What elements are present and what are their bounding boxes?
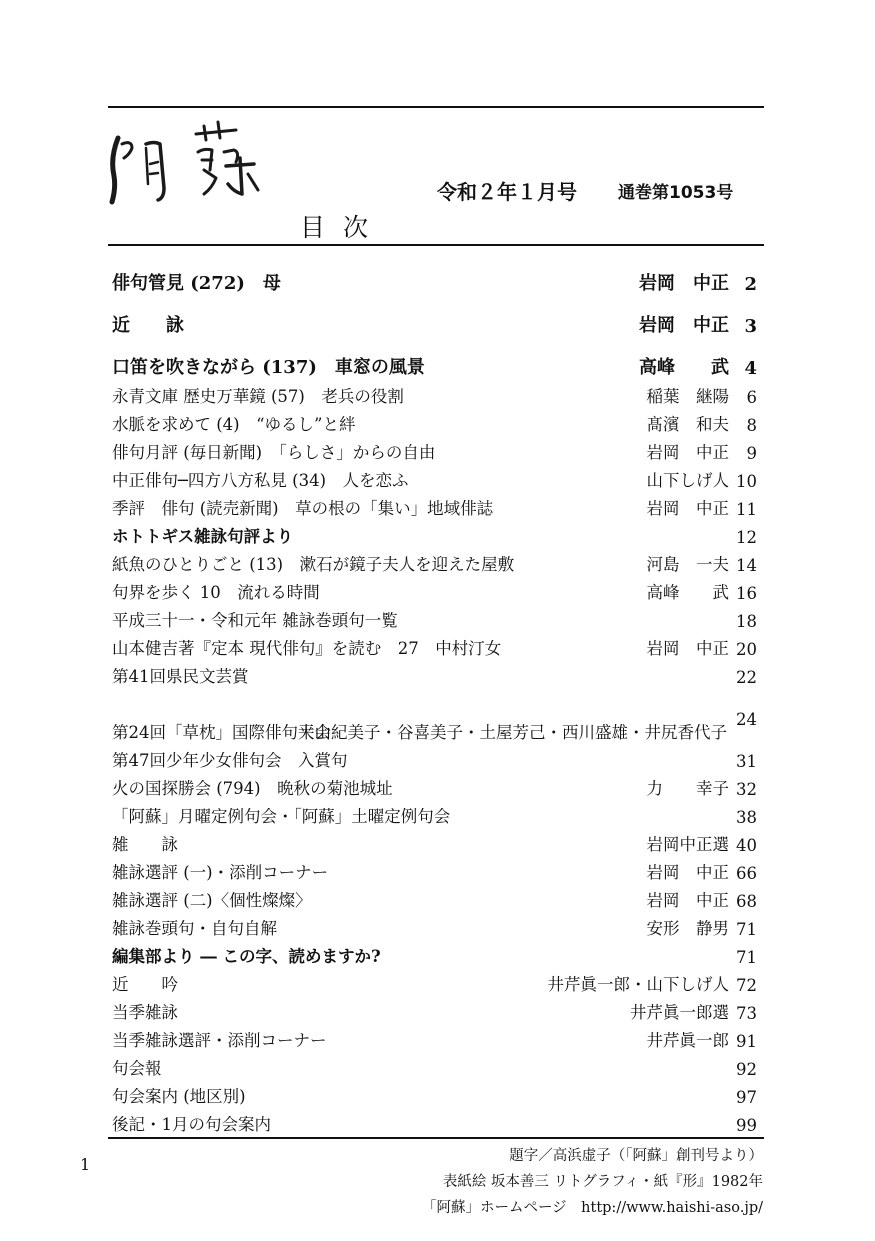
toc-entry-title: 山本健吉著『定本 現代俳句』を読む 27 中村汀女 <box>112 639 502 658</box>
toc-heading: 目次 <box>300 213 387 242</box>
toc-entry-title: 編集部より ― この字、読めますか? <box>112 947 381 966</box>
toc-entry-title: 句会報 <box>112 1059 162 1078</box>
toc-row[interactable] <box>112 608 757 636</box>
toc-entry-page: 22 <box>736 668 757 687</box>
toc-entry-author: 井芹眞一郎選 <box>630 1003 729 1022</box>
toc-row[interactable] <box>112 1000 757 1028</box>
toc-entry-title: 後記・1月の句会案内 <box>112 1115 271 1134</box>
toc-entry-page: 97 <box>736 1088 757 1107</box>
issue-date: 令和２年１月号 <box>437 180 577 204</box>
toc-entry-title: 「阿蘇」月曜定例句会・「阿蘇」土曜定例句会 <box>112 807 451 826</box>
toc-entry-title: 第41回県民文芸賞 <box>112 667 249 686</box>
toc-row[interactable] <box>112 748 757 776</box>
bottom-rule <box>108 1137 764 1139</box>
toc-entry-title: 水脈を求めて (4) “ゆるし”と絆 <box>112 415 356 434</box>
toc-entry-author: 岩岡 中正 <box>646 499 729 518</box>
toc-entry-page: 38 <box>736 808 757 827</box>
toc-entry-author: 高峰 武 <box>639 357 729 378</box>
homepage-link[interactable]: 「阿蘇」ホームページ http://www.haishi-aso.jp/ <box>421 1200 763 1216</box>
toc-row[interactable] <box>112 888 757 916</box>
toc-entry-page: 14 <box>736 556 757 575</box>
toc-row[interactable] <box>112 496 757 524</box>
toc-entry-title: 雑 詠 <box>112 835 178 854</box>
toc-entry-page: 66 <box>736 864 757 883</box>
volume-number: 通巻第1053号 <box>618 183 734 203</box>
toc-row[interactable] <box>112 692 757 748</box>
toc-entry-page: 9 <box>746 444 757 463</box>
toc-entry-page: 12 <box>736 528 757 547</box>
toc-row[interactable] <box>112 944 757 972</box>
toc-row[interactable] <box>112 440 757 468</box>
toc-entry-page: 71 <box>736 948 757 967</box>
toc-row[interactable] <box>112 384 757 412</box>
toc-entry-page: 18 <box>736 612 757 631</box>
toc-entry-title: 永青文庫 歴史万華鏡 (57) 老兵の役割 <box>112 387 404 406</box>
toc-entry-title: 紙魚のひとりごと (13) 漱石が鏡子夫人を迎えた屋敷 <box>112 555 515 574</box>
toc-row[interactable] <box>112 258 757 300</box>
toc-row[interactable] <box>112 776 757 804</box>
toc-entry-title: 平成三十一・令和元年 雑詠巻頭句一覧 <box>112 611 398 630</box>
toc-entry-author: 高峰 武 <box>646 583 729 602</box>
toc-entry-page: 31 <box>736 752 757 771</box>
toc-entry-title: 中正俳句─四方八方私見 (34) 人を恋ふ <box>112 471 409 490</box>
toc-row[interactable] <box>112 860 757 888</box>
toc-entry-author: 安形 静男 <box>646 919 729 938</box>
toc-row[interactable] <box>112 468 757 496</box>
toc-entry-title: 俳句管見 (272) 母 <box>112 273 281 294</box>
toc-entry-contributors: 平山紀美子・谷喜美子・土屋芳己・西川盛雄・井尻香代子 <box>298 723 727 742</box>
top-rule <box>108 106 764 108</box>
toc-entry-page: 72 <box>736 976 757 995</box>
toc-row[interactable] <box>112 804 757 832</box>
toc-row[interactable] <box>112 972 757 1000</box>
table-of-contents <box>112 258 757 1140</box>
toc-row[interactable] <box>112 342 757 384</box>
toc-entry-title: 季評 俳句 (読売新聞) 草の根の「集い」地域俳誌 <box>112 499 494 518</box>
toc-entry-page: 92 <box>736 1060 757 1079</box>
toc-row[interactable] <box>112 664 757 692</box>
toc-entry-author: 岩岡 中正 <box>639 315 729 336</box>
toc-entry-title: ホトトギス雑詠句評より <box>112 527 294 546</box>
calligraphy-title-logo <box>108 118 288 210</box>
toc-entry-page: 32 <box>736 780 757 799</box>
toc-entry-page: 11 <box>736 500 757 519</box>
toc-entry-page: 68 <box>736 892 757 911</box>
toc-row[interactable] <box>112 832 757 860</box>
toc-entry-author: 井芹眞一郎・山下しげ人 <box>547 975 729 994</box>
toc-entry-author: 岩岡 中正 <box>646 863 729 882</box>
toc-entry-page: 3 <box>744 316 757 337</box>
page-number: 1 <box>80 1155 91 1174</box>
toc-entry-author: 井芹眞一郎 <box>646 1031 729 1050</box>
toc-entry-author: 岩岡 中正 <box>639 273 729 294</box>
toc-entry-page: 10 <box>736 472 757 491</box>
toc-entry-title: 当季雑詠選評・添削コーナー <box>112 1031 327 1050</box>
toc-entry-title: 近 吟 <box>112 975 178 994</box>
toc-entry-title: 口笛を吹きながら (137) 車窓の風景 <box>112 357 425 378</box>
toc-entry-page: 4 <box>744 358 757 379</box>
toc-row[interactable] <box>112 1084 757 1112</box>
toc-row[interactable] <box>112 300 757 342</box>
toc-row[interactable] <box>112 412 757 440</box>
toc-entry-title: 雑詠選評 (一)・添削コーナー <box>112 863 329 882</box>
toc-entry-page: 24 <box>736 710 757 729</box>
toc-row[interactable] <box>112 552 757 580</box>
toc-entry-page: 2 <box>744 274 757 295</box>
toc-entry-author: 岩岡中正選 <box>646 835 729 854</box>
toc-entry-author: 山下しげ人 <box>646 471 729 490</box>
toc-row[interactable] <box>112 636 757 664</box>
toc-entry-author: 岩岡 中正 <box>646 443 729 462</box>
toc-entry-author: 髙濱 和夫 <box>646 415 729 434</box>
toc-entry-title: 火の国探勝会 (794) 晩秋の菊池城址 <box>112 779 393 798</box>
calligraphy-credit: 題字／高浜虚子（「阿蘇」創刊号より） <box>509 1148 763 1164</box>
toc-row[interactable] <box>112 916 757 944</box>
toc-entry-author: 力 幸子 <box>646 779 729 798</box>
toc-row[interactable] <box>112 580 757 608</box>
toc-row[interactable] <box>112 524 757 552</box>
toc-entry-title: 俳句月評 (毎日新聞) 「らしさ」からの自由 <box>112 443 436 462</box>
toc-entry-page: 99 <box>736 1116 757 1135</box>
toc-entry-page: 73 <box>736 1004 757 1023</box>
toc-entry-page: 6 <box>746 388 757 407</box>
toc-entry-title: 雑詠巻頭句・自句自解 <box>112 919 277 938</box>
toc-row[interactable] <box>112 1028 757 1056</box>
toc-entry-author: 河島 一夫 <box>646 555 729 574</box>
toc-entry-title: 当季雑詠 <box>112 1003 178 1022</box>
toc-entry-page: 91 <box>736 1032 757 1051</box>
toc-entry-page: 71 <box>736 920 757 939</box>
toc-row[interactable] <box>112 1056 757 1084</box>
toc-entry-page: 20 <box>736 640 757 659</box>
toc-entry-title: 句会案内 (地区別) <box>112 1087 246 1106</box>
toc-entry-title: 第47回少年少女俳句会 入賞句 <box>112 751 348 770</box>
toc-entry-title: 近 詠 <box>112 315 184 336</box>
toc-entry-title: 雑詠選評 (二)〈個性燦燦〉 <box>112 891 312 910</box>
colophon <box>422 1143 763 1221</box>
cover-art-credit: 表紙絵 坂本善三 リトグラフィ・紙『形』1982年 <box>442 1174 763 1190</box>
toc-entry-page: 16 <box>736 584 757 603</box>
toc-entry-title: 句界を歩く 10 流れる時間 <box>112 583 320 602</box>
toc-entry-author: 岩岡 中正 <box>646 639 729 658</box>
toc-entry-title: 第24回「草枕」国際俳句大会 <box>112 723 331 742</box>
header-rule <box>108 244 764 246</box>
toc-entry-author: 稲葉 継陽 <box>646 387 729 406</box>
toc-entry-page: 8 <box>746 416 757 435</box>
toc-entry-author: 岩岡 中正 <box>646 891 729 910</box>
toc-row[interactable] <box>112 1112 757 1140</box>
toc-entry-page: 40 <box>736 836 757 855</box>
